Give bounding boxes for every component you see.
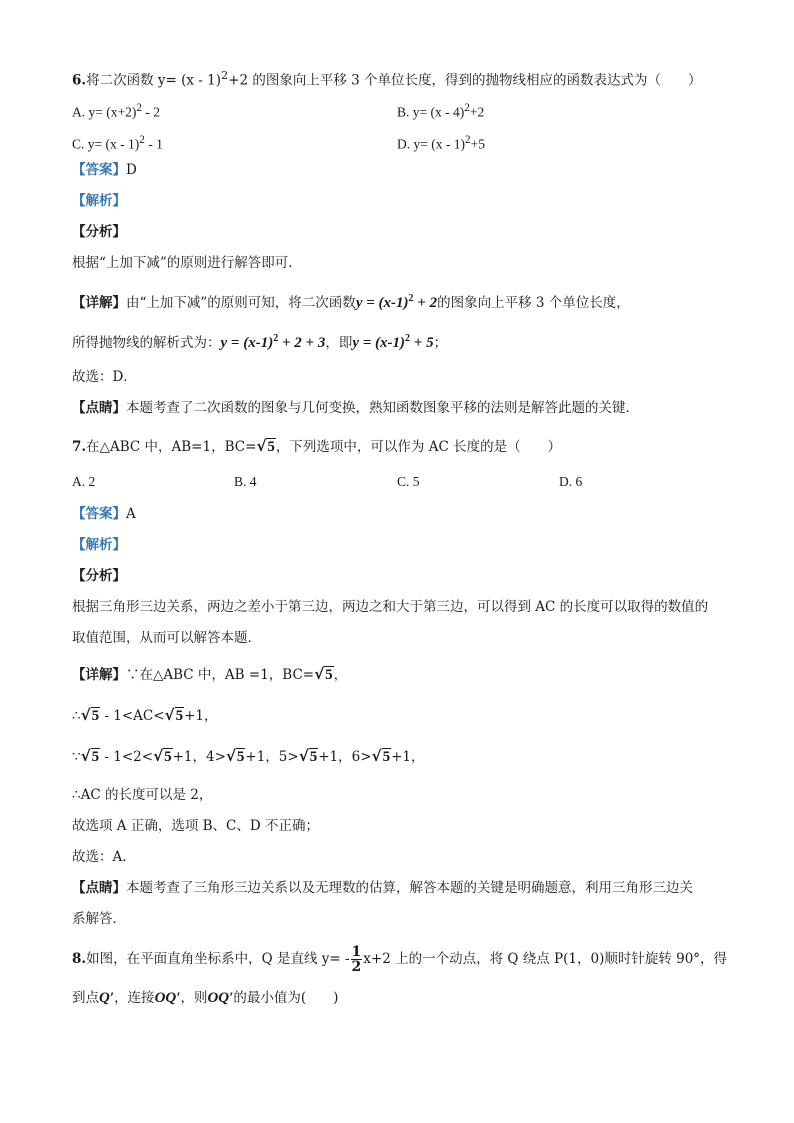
q6-option-a: A. $y= (x+2)^2 - 2$	[72, 102, 160, 120]
q7-guxuan: 故选：A．	[72, 849, 136, 865]
sqrt-5: √5	[80, 706, 100, 724]
q8-number: 8.	[72, 951, 87, 967]
q6-number: 6.	[72, 72, 87, 89]
q6-option-b: B. y= (x - 4)$^2$+2	[397, 102, 485, 120]
sqrt-5: √5	[164, 706, 184, 724]
q7-option-d: D. 6	[559, 474, 583, 489]
q6-jiexi-tag: 【解析】	[72, 193, 126, 209]
q6-fenxi-tag: 【分析】	[72, 224, 126, 240]
sqrt-5: √5	[298, 747, 318, 765]
q7-conclusion: ∴AC 的长度可以是 2，	[72, 787, 213, 803]
q7-fenxi-tag: 【分析】	[72, 568, 126, 584]
q7-fenxi-line-1: 根据三角形三边关系，两边之差小于第三边，两边之和大于第三边，可以得到 AC 的长度可以取得的数值的	[72, 599, 709, 615]
oq-prime: OQ′	[154, 990, 181, 1006]
q7-dianjing-line-1: 【点睛】本题考查了三角形三边关系以及无理数的估算，解答本题的关键是明确题意，利用三角形三边关	[72, 880, 693, 896]
sqrt-5: √5	[225, 747, 245, 765]
q6-formula-2: $y = (x-1)^2 + 2 + 3$	[220, 333, 326, 351]
q7-jiexi-tag: 【解析】	[72, 537, 126, 553]
sqrt-5: √5	[153, 747, 172, 765]
q7-compare: ∵√5 - 1<2<√5+1，4>√5+1，5>√5+1，6>√5+1，	[72, 747, 425, 765]
q6-dianjing: 【点睛】本题考查了二次函数的图象与几何变换，熟知函数图象平移的法则是解答此题的关键．	[72, 400, 639, 416]
q6-answer: 【答案】D	[72, 162, 137, 178]
q-prime: Q′	[99, 990, 115, 1006]
q7-dianjing-line-2: 系解答．	[72, 911, 126, 927]
q6-option-c: C. y= (x - 1)$^2$ - 1	[72, 134, 163, 152]
q7-stem: 7.在△ABC 中，AB=1，BC=√5，下列选项中，可以作为 AC 长度的是（ ）	[72, 437, 562, 455]
sqrt-5: √5	[371, 747, 391, 765]
q6-stem: 6.将二次函数 y= (x - 1)$^2$+2 的图象向上平移 3 个单位长度，得到的抛物线相应的函数表达式为（ ）	[72, 69, 702, 89]
q6-formula-3: $y = (x-1)^2 + 5$	[352, 333, 434, 351]
fraction-one-half: $\frac{1}{2}$	[351, 944, 362, 975]
q6-guxuan: 故选：D．	[72, 369, 137, 385]
q8-stem: 8.如图，在平面直角坐标系中，Q 是直线 y= - $\frac{1}{2}$ x+2 上的一个动点，将 Q 绕点 P(1，0)顺时针旋转 90°，得	[72, 944, 728, 975]
q6-fenxi-text: 根据“上加下减”的原则进行解答即可．	[72, 255, 302, 271]
q7-answer: 【答案】A	[72, 506, 136, 522]
q6-xiangjie: 【详解】由“上加下减”的原则可知，将二次函数$y = (x-1)^2 + 2$的图象向上平移 3 个单位长度，	[72, 293, 630, 311]
q7-xiangjie: 【详解】∵在△ABC 中，AB =1，BC=√5，	[72, 665, 348, 683]
q6-option-d: D. y= (x - 1)$^2$+5	[397, 134, 485, 152]
q7-inequality: ∴√5 - 1<AC<√5+1，	[72, 706, 218, 724]
oq-prime: OQ′	[207, 990, 234, 1006]
sqrt-5: √5	[314, 665, 333, 683]
q7-number: 7.	[72, 439, 87, 455]
sqrt-5: √5	[80, 747, 100, 765]
q6-result: 所得抛物线的解析式为：$y = (x-1)^2 + 2 + 3$，即$y = (x-1)^2 + 5$；	[72, 333, 448, 351]
q6-formula-1: $y = (x-1)^2 + 2$	[355, 293, 438, 311]
q7-option-c: C. 5	[397, 474, 420, 489]
q8-stem-line-2: 到点Q′，连接OQ′，则OQ′的最小值为( )	[72, 990, 339, 1006]
q7-option-b: B. 4	[234, 474, 257, 489]
q7-options-judgement: 故选项 A 正确，选项 B、C、D 不正确；	[72, 818, 319, 834]
q7-option-a: A. 2	[72, 474, 96, 489]
q7-fenxi-line-2: 取值范围，从而可以解答本题．	[72, 630, 261, 646]
sqrt-5: √5	[256, 437, 275, 455]
